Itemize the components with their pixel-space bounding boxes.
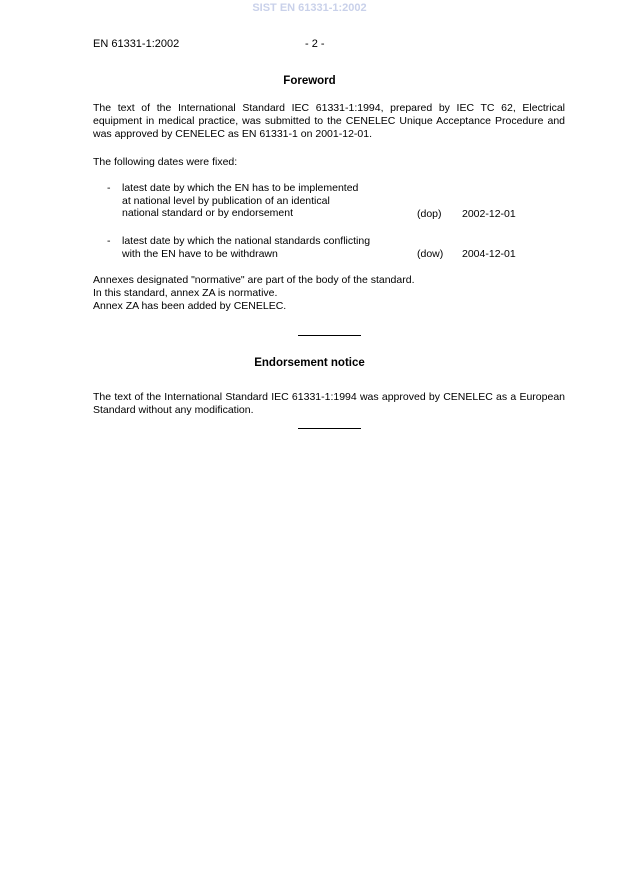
section-divider [298,335,361,336]
list-dash: - [107,182,111,194]
list-item-line: with the EN have to be withdrawn [122,247,278,260]
watermark: SIST EN 61331-1:2002 [252,2,367,14]
endorsement-title: Endorsement notice [254,357,365,369]
list-item [122,182,358,220]
foreword-title: Foreword [283,75,336,87]
list-item [122,235,370,260]
annex-notes [93,274,415,313]
date-value: 2002-12-01 [462,208,516,220]
annex-line: In this standard, annex ZA is normative. [93,287,278,299]
list-dash: - [107,235,111,247]
date-code: (dop) [417,208,442,220]
date-code: (dow) [417,248,444,260]
page-number: - 2 - [305,38,325,50]
list-item-line: national standard or by endorsement [122,207,294,219]
annex-line: Annexes designated "normative" are part of the body of the standard. [93,274,415,286]
list-item-line: latest date by which the national standards conflicting [122,235,371,247]
document-id: EN 61331-1:2002 [93,38,180,50]
list-item-line: at national level by publication of an identical [122,194,330,207]
section-divider [298,428,361,429]
list-item-line: latest date by which the EN has to be implemented [122,182,359,194]
dates-intro: The following dates were fixed: [93,156,238,168]
date-value: 2004-12-01 [462,248,516,260]
annex-line: Annex ZA has been added by CENELEC. [93,300,287,312]
foreword-paragraph: The text of the International Standard IEC 61331-1:1994, prepared by IEC TC 62, Electrical equipment in medical practice, was submitted to the CENELEC Unique Acceptance Procedure and was approved by CENELEC as EN 61331-1 on 2001-12-01. [93,102,565,140]
endorsement-paragraph: The text of the International Standard IEC 61331-1:1994 was approved by CENELEC as a European Standard without any modification. [93,391,565,416]
